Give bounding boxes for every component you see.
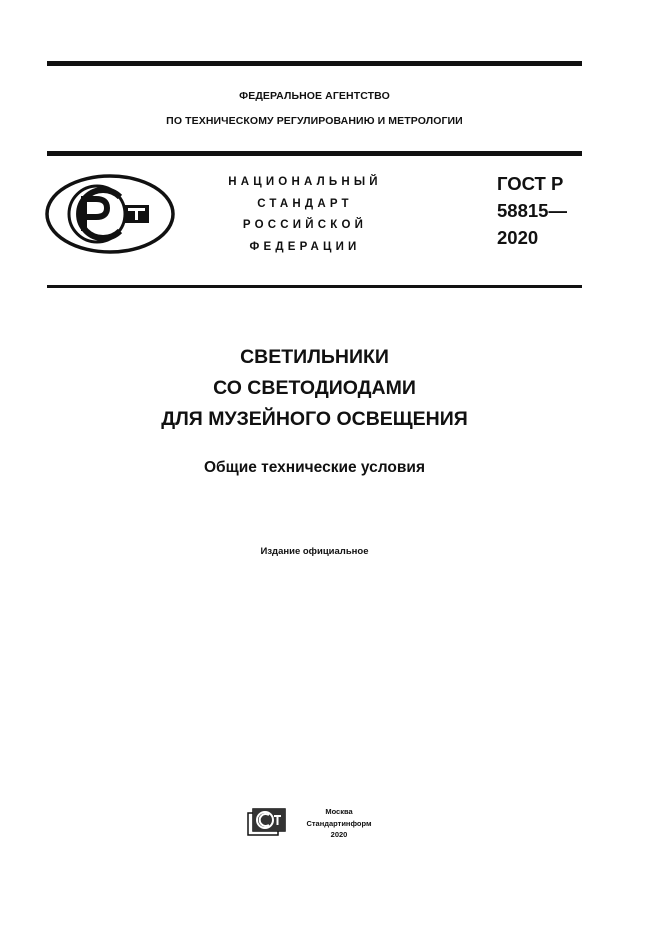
standard-type-line-1: НАЦИОНАЛЬНЫЙ — [228, 176, 382, 188]
standard-type-line-3: РОССИЙСКОЙ — [242, 219, 368, 231]
publisher-info — [294, 806, 384, 841]
gost-r-emblem-icon — [44, 173, 176, 255]
edition-note: Издание официальное — [260, 546, 369, 557]
title-line-3: ДЛЯ МУЗЕЙНОГО ОСВЕЩЕНИЯ — [161, 408, 468, 430]
publisher-year: 2020 — [330, 830, 348, 839]
title-line-2: СО СВЕТОДИОДАМИ — [213, 377, 416, 399]
standartinform-logo-icon — [247, 807, 287, 837]
document-title — [47, 342, 582, 435]
agency-line-1: ФЕДЕРАЛЬНОЕ АГЕНТСТВО — [239, 90, 390, 102]
standard-type — [205, 172, 405, 258]
agency-line-2: ПО ТЕХНИЧЕСКОМУ РЕГУЛИРОВАНИЮ И МЕТРОЛОГИИ — [166, 115, 463, 127]
publisher-city: Москва — [325, 807, 353, 816]
standard-type-line-4: ФЕДЕРАЦИИ — [249, 240, 361, 253]
document-subtitle: Общие технические условия — [204, 459, 425, 476]
standard-type-line-2: СТАНДАРТ — [257, 197, 353, 210]
standard-code-line-2: 58815— — [497, 200, 567, 221]
title-line-1: СВЕТИЛЬНИКИ — [240, 346, 389, 368]
standard-code-line-1: ГОСТ Р — [497, 173, 564, 194]
header-rule — [47, 151, 582, 156]
standard-code — [497, 170, 567, 251]
top-rule — [47, 61, 582, 66]
header-bottom-rule — [47, 285, 582, 288]
publisher-name: Стандартинформ — [306, 818, 372, 828]
standard-code-line-3: 2020 — [497, 227, 539, 248]
